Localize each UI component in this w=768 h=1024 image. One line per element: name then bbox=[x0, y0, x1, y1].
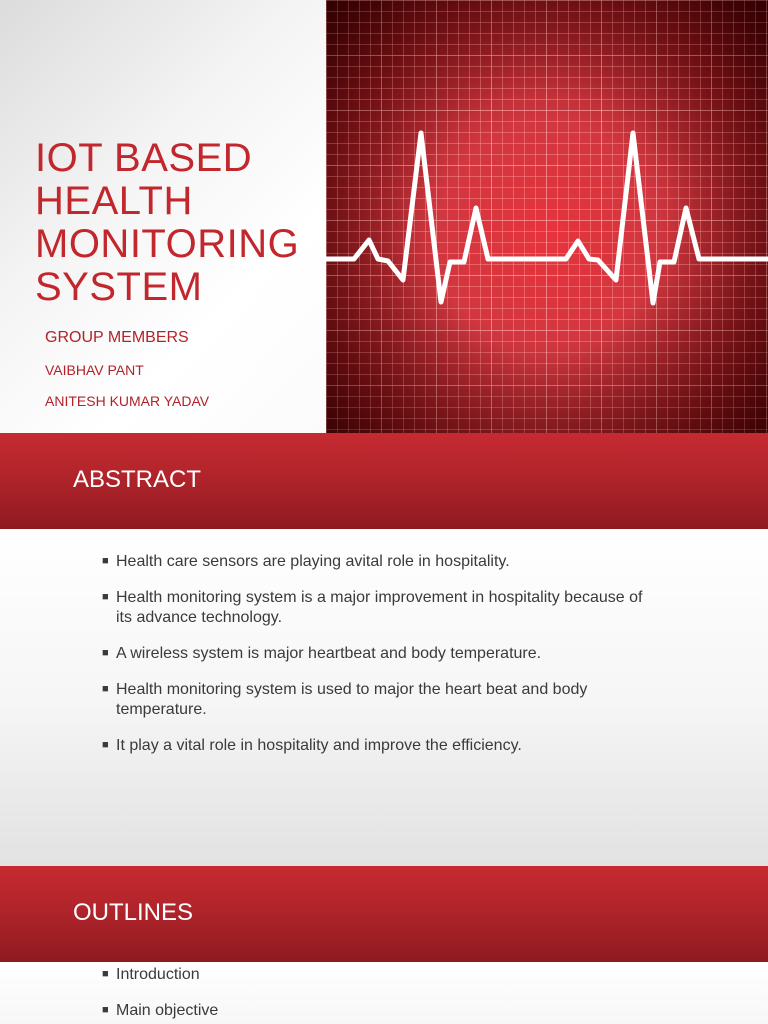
list-item-text: It play a vital role in hospitality and improve the efficiency. bbox=[116, 737, 522, 754]
list-item bbox=[100, 588, 660, 628]
list-item-text: Health monitoring system is used to major the heart beat and body temperature. bbox=[116, 681, 588, 718]
list-item bbox=[100, 680, 660, 720]
square-bullet-icon: ■ bbox=[102, 591, 109, 603]
title-line: SYSTEM bbox=[35, 265, 203, 309]
ecg-heartbeat-graphic bbox=[326, 0, 768, 433]
square-bullet-icon: ■ bbox=[102, 555, 109, 567]
square-bullet-icon: ■ bbox=[102, 647, 109, 659]
title-slide bbox=[0, 0, 768, 433]
list-item bbox=[100, 552, 660, 572]
square-bullet-icon: ■ bbox=[102, 739, 109, 751]
title-line: HEALTH bbox=[35, 179, 193, 223]
title-line: MONITORING bbox=[35, 222, 300, 266]
list-item bbox=[100, 736, 660, 756]
list-item-text: Health monitoring system is a major improvement in hospitality because of its advance technology. bbox=[116, 589, 643, 626]
outlines-bullet-list bbox=[100, 965, 660, 1024]
member-name: ANITESH KUMAR YADAV bbox=[45, 393, 210, 409]
abstract-header bbox=[0, 433, 768, 529]
square-bullet-icon: ■ bbox=[102, 1004, 109, 1016]
list-item bbox=[100, 644, 660, 664]
group-members-heading: GROUP MEMBERS bbox=[45, 329, 189, 346]
outlines-heading: OUTLINES bbox=[73, 899, 194, 926]
member-name: VAIBHAV PANT bbox=[45, 362, 144, 378]
square-bullet-icon: ■ bbox=[102, 968, 109, 980]
list-item-text: Introduction bbox=[116, 966, 200, 983]
slide-title bbox=[35, 137, 325, 309]
list-item-text: Main objective bbox=[116, 1002, 219, 1019]
list-item-text: A wireless system is major heartbeat and body temperature. bbox=[116, 645, 542, 662]
abstract-heading: ABSTRACT bbox=[73, 466, 202, 493]
list-item-text: Health care sensors are playing avital role in hospitality. bbox=[116, 553, 510, 570]
square-bullet-icon: ■ bbox=[102, 683, 109, 695]
title-line: IOT BASED bbox=[35, 136, 253, 180]
outlines-header bbox=[0, 866, 768, 962]
list-item bbox=[100, 1001, 660, 1021]
list-item bbox=[100, 965, 660, 985]
abstract-bullet-list bbox=[100, 552, 660, 772]
heartbeat-line-icon bbox=[326, 0, 768, 433]
